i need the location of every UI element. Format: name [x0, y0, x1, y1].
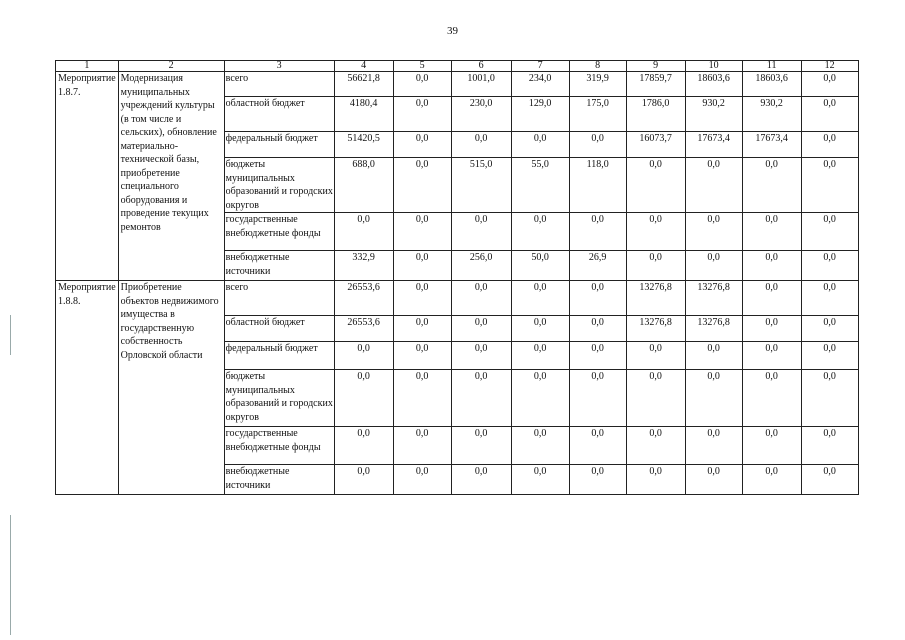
funding-source: областной бюджет	[224, 316, 334, 342]
funding-source: государственные внебюджетные фонды	[224, 427, 334, 465]
value-cell: 0,0	[334, 342, 393, 370]
value-cell: 17859,7	[626, 72, 685, 97]
value-cell: 0,0	[685, 251, 742, 281]
value-cell: 0,0	[511, 465, 569, 495]
funding-source: внебюджетные источники	[224, 465, 334, 495]
value-cell: 0,0	[569, 132, 626, 158]
value-cell: 0,0	[626, 251, 685, 281]
value-cell: 0,0	[451, 316, 511, 342]
value-cell: 0,0	[685, 213, 742, 251]
margin-mark	[10, 315, 11, 355]
value-cell: 256,0	[451, 251, 511, 281]
column-number-11: 11	[742, 61, 801, 72]
value-cell: 26553,6	[334, 281, 393, 316]
activity-description: Приобретение объектов недвижимого имущества в государственную собственность Орловской области	[118, 281, 224, 495]
value-cell: 0,0	[742, 316, 801, 342]
value-cell: 0,0	[569, 281, 626, 316]
value-cell: 0,0	[393, 72, 451, 97]
value-cell: 0,0	[511, 132, 569, 158]
value-cell: 0,0	[801, 97, 858, 132]
funding-source: областной бюджет	[224, 97, 334, 132]
value-cell: 0,0	[334, 465, 393, 495]
value-cell: 0,0	[569, 213, 626, 251]
value-cell: 13276,8	[626, 281, 685, 316]
value-cell: 0,0	[451, 342, 511, 370]
funding-source: внебюджетные источники	[224, 251, 334, 281]
value-cell: 0,0	[685, 342, 742, 370]
value-cell: 0,0	[742, 465, 801, 495]
value-cell: 55,0	[511, 158, 569, 213]
value-cell: 0,0	[511, 281, 569, 316]
value-cell: 0,0	[801, 281, 858, 316]
value-cell: 0,0	[451, 427, 511, 465]
value-cell: 0,0	[626, 370, 685, 427]
funding-source: всего	[224, 281, 334, 316]
funding-source: государственные внебюджетные фонды	[224, 213, 334, 251]
value-cell: 0,0	[569, 427, 626, 465]
value-cell: 0,0	[626, 427, 685, 465]
value-cell: 26,9	[569, 251, 626, 281]
value-cell: 17673,4	[742, 132, 801, 158]
column-number-2: 2	[118, 61, 224, 72]
value-cell: 0,0	[393, 427, 451, 465]
value-cell: 0,0	[742, 251, 801, 281]
value-cell: 13276,8	[685, 316, 742, 342]
value-cell: 26553,6	[334, 316, 393, 342]
value-cell: 0,0	[511, 316, 569, 342]
value-cell: 0,0	[801, 342, 858, 370]
funding-source: федеральный бюджет	[224, 342, 334, 370]
value-cell: 18603,6	[742, 72, 801, 97]
value-cell: 0,0	[393, 158, 451, 213]
value-cell: 0,0	[801, 132, 858, 158]
value-cell: 0,0	[393, 281, 451, 316]
value-cell: 230,0	[451, 97, 511, 132]
funding-source: всего	[224, 72, 334, 97]
value-cell: 0,0	[742, 158, 801, 213]
column-number-4: 4	[334, 61, 393, 72]
column-number-8: 8	[569, 61, 626, 72]
value-cell: 0,0	[685, 370, 742, 427]
value-cell: 13276,8	[685, 281, 742, 316]
value-cell: 0,0	[685, 158, 742, 213]
value-cell: 0,0	[511, 427, 569, 465]
value-cell: 51420,5	[334, 132, 393, 158]
value-cell: 930,2	[685, 97, 742, 132]
value-cell: 0,0	[569, 316, 626, 342]
value-cell: 0,0	[801, 316, 858, 342]
value-cell: 0,0	[626, 213, 685, 251]
column-number-row	[56, 61, 859, 72]
funding-source: бюджеты муниципальных образований и городских округов	[224, 370, 334, 427]
value-cell: 0,0	[393, 251, 451, 281]
value-cell: 0,0	[334, 370, 393, 427]
value-cell: 4180,4	[334, 97, 393, 132]
value-cell: 0,0	[801, 72, 858, 97]
column-number-6: 6	[451, 61, 511, 72]
activity-cell: Мероприятие 1.8.8.	[56, 281, 119, 495]
value-cell: 0,0	[451, 281, 511, 316]
value-cell: 0,0	[685, 465, 742, 495]
value-cell: 332,9	[334, 251, 393, 281]
funding-source: федеральный бюджет	[224, 132, 334, 158]
value-cell: 13276,8	[626, 316, 685, 342]
column-number-7: 7	[511, 61, 569, 72]
value-cell: 16073,7	[626, 132, 685, 158]
column-number-5: 5	[393, 61, 451, 72]
activity-cell: Мероприятие 1.8.7.	[56, 72, 119, 281]
value-cell: 0,0	[742, 427, 801, 465]
value-cell: 0,0	[334, 427, 393, 465]
value-cell: 0,0	[451, 465, 511, 495]
value-cell: 0,0	[742, 281, 801, 316]
value-cell: 0,0	[334, 213, 393, 251]
value-cell: 0,0	[393, 316, 451, 342]
column-number-3: 3	[224, 61, 334, 72]
column-number-12: 12	[801, 61, 858, 72]
value-cell: 118,0	[569, 158, 626, 213]
value-cell: 0,0	[801, 427, 858, 465]
table-body	[56, 61, 859, 495]
value-cell: 0,0	[801, 213, 858, 251]
value-cell: 0,0	[511, 213, 569, 251]
value-cell: 0,0	[801, 251, 858, 281]
value-cell: 129,0	[511, 97, 569, 132]
value-cell: 515,0	[451, 158, 511, 213]
value-cell: 175,0	[569, 97, 626, 132]
value-cell: 0,0	[451, 132, 511, 158]
value-cell: 0,0	[742, 370, 801, 427]
value-cell: 0,0	[511, 370, 569, 427]
value-cell: 0,0	[393, 97, 451, 132]
value-cell: 50,0	[511, 251, 569, 281]
value-cell: 0,0	[393, 342, 451, 370]
funding-source: бюджеты муниципальных образований и городских округов	[225, 159, 333, 211]
value-cell: 17673,4	[685, 132, 742, 158]
column-number-1: 1	[56, 61, 119, 72]
column-number-10: 10	[685, 61, 742, 72]
value-cell: 0,0	[801, 465, 858, 495]
value-cell: 0,0	[742, 342, 801, 370]
page-number: 39	[447, 25, 458, 37]
table-row	[56, 72, 859, 97]
value-cell: 0,0	[685, 427, 742, 465]
value-cell: 0,0	[393, 132, 451, 158]
value-cell: 0,0	[626, 465, 685, 495]
value-cell: 319,9	[569, 72, 626, 97]
budget-table	[55, 60, 859, 495]
value-cell: 0,0	[451, 213, 511, 251]
value-cell: 0,0	[569, 465, 626, 495]
value-cell: 0,0	[801, 370, 858, 427]
value-cell: 0,0	[801, 158, 858, 213]
value-cell: 0,0	[451, 370, 511, 427]
value-cell: 56621,8	[334, 72, 393, 97]
value-cell: 0,0	[393, 370, 451, 427]
value-cell: 1001,0	[451, 72, 511, 97]
value-cell: 0,0	[393, 213, 451, 251]
value-cell: 0,0	[393, 465, 451, 495]
table-row	[56, 281, 859, 316]
margin-mark	[10, 515, 11, 635]
value-cell: 1786,0	[626, 97, 685, 132]
value-cell: 0,0	[626, 342, 685, 370]
value-cell: 0,0	[569, 370, 626, 427]
value-cell: 930,2	[742, 97, 801, 132]
value-cell: 234,0	[511, 72, 569, 97]
value-cell: 0,0	[742, 213, 801, 251]
value-cell: 688,0	[334, 158, 393, 213]
column-number-9: 9	[626, 61, 685, 72]
value-cell: 0,0	[626, 158, 685, 213]
value-cell: 0,0	[511, 342, 569, 370]
value-cell: 18603,6	[685, 72, 742, 97]
activity-description: Модернизация муниципальных учреждений культуры (в том числе и сельских), обновление материально-технической базы, приобретение специального оборудования и проведение текущих ремонтов	[118, 72, 224, 281]
value-cell: 0,0	[569, 342, 626, 370]
